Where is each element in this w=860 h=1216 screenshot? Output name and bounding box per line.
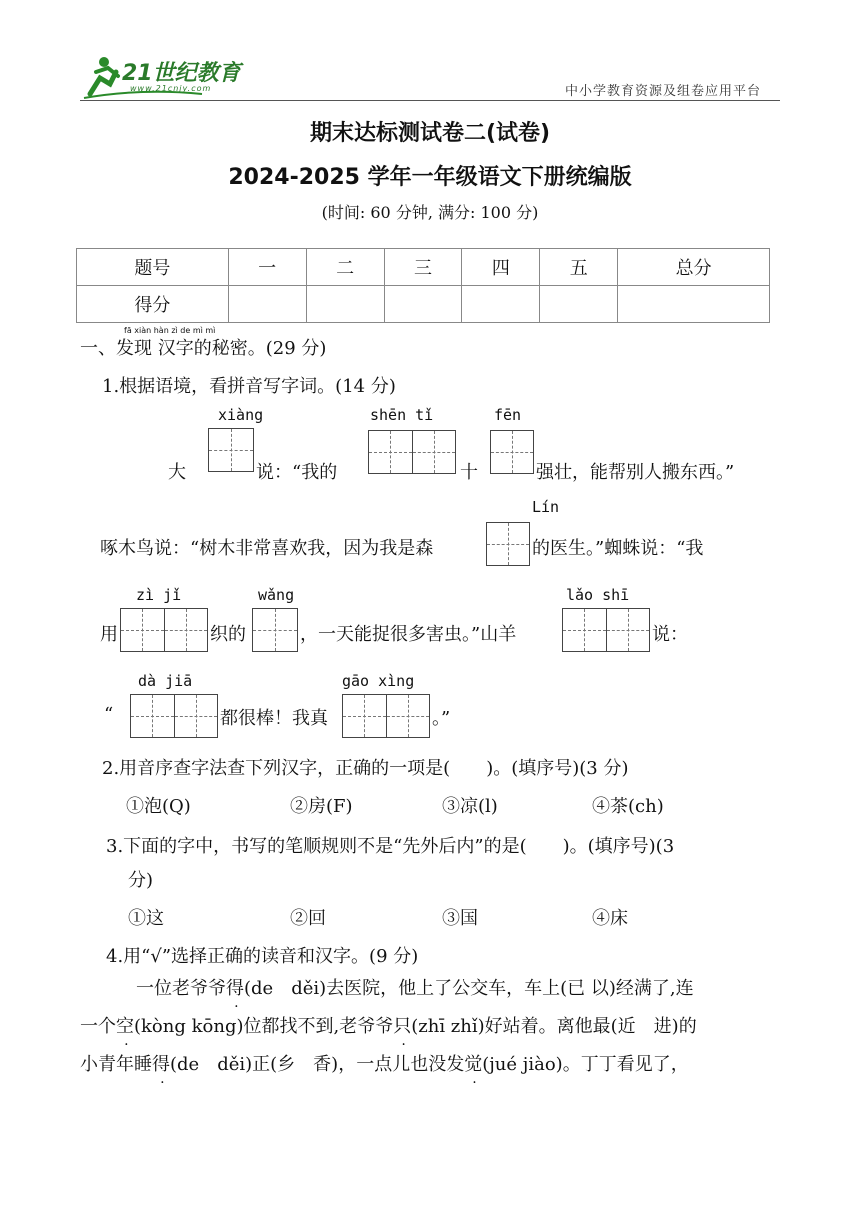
text-segment: 啄木鸟说：“树木非常喜欢我，因为我是森 xyxy=(100,538,434,559)
section-title: 一、发现 汉字的秘密。(29 分) xyxy=(80,338,327,359)
text-segment: ，一天能捉很多害虫。”山羊 xyxy=(300,624,517,645)
text-segment: 强壮，能帮别人搬东西。” xyxy=(536,462,735,483)
dotted-char: 得 xyxy=(226,978,244,999)
pinyin-label: xiàng xyxy=(218,406,264,424)
pinyin-label: fēn xyxy=(494,406,522,424)
table-cell: 题号 xyxy=(77,249,229,286)
option-item: ①泡(Q) xyxy=(126,796,191,817)
text-segment: (de děi)正(乡 香)，一点儿也没发 xyxy=(170,1054,465,1075)
passage-line xyxy=(80,1050,689,1076)
writing-grid[interactable] xyxy=(208,428,254,472)
writing-grid[interactable] xyxy=(130,694,218,738)
option-item: ④茶(ch) xyxy=(592,796,664,817)
logo-text: 21世纪教育 xyxy=(122,61,241,86)
text-segment: 一位老爷爷 xyxy=(136,978,226,999)
score-cell[interactable] xyxy=(306,286,384,323)
table-cell: 得分 xyxy=(77,286,229,323)
text-segment: 织的 xyxy=(210,624,246,645)
dotted-char: 觉 xyxy=(464,1054,483,1075)
text-segment: 的医生。”蜘蛛说：“我 xyxy=(532,538,704,559)
exam-info: (时间: 60 分钟, 满分: 100 分) xyxy=(321,203,539,222)
table-cell: 四 xyxy=(462,249,540,286)
text-segment: “ xyxy=(104,704,114,725)
score-table xyxy=(76,248,770,323)
text-segment: 说： xyxy=(652,624,688,645)
option-item: ④床 xyxy=(592,908,628,929)
text-segment: 用 xyxy=(100,624,118,645)
pinyin-label: wǎng xyxy=(258,586,295,604)
score-cell[interactable] xyxy=(462,286,540,323)
writing-grid[interactable] xyxy=(252,608,298,652)
pinyin-label: gāo xìng xyxy=(342,672,415,690)
option-item: ①这 xyxy=(128,908,164,929)
writing-grid[interactable] xyxy=(368,430,456,474)
section-pinyin: fā xiàn hàn zì de mì mì xyxy=(124,326,216,335)
score-cell[interactable] xyxy=(540,286,618,323)
table-cell: 一 xyxy=(228,249,306,286)
text-segment: (kòng kōng)位都找不到,老爷爷 xyxy=(134,1016,394,1037)
platform-name: 中小学教育资源及组卷应用平台 xyxy=(565,84,762,99)
table-row xyxy=(77,249,770,286)
table-cell: 三 xyxy=(384,249,462,286)
writing-grid[interactable] xyxy=(342,694,430,738)
table-cell: 二 xyxy=(306,249,384,286)
option-item: ③国 xyxy=(442,908,478,929)
dotted-char: 空 xyxy=(116,1016,134,1037)
text-segment: 都很棒！我真 xyxy=(220,708,328,729)
text-segment: 小青年睡 xyxy=(80,1054,152,1075)
score-cell[interactable] xyxy=(618,286,770,323)
table-cell: 五 xyxy=(540,249,618,286)
score-cell[interactable] xyxy=(228,286,306,323)
dotted-char: 只 xyxy=(393,1016,412,1037)
text-segment: (jué jiào)。丁丁看见了， xyxy=(482,1054,689,1075)
question-title-cont: 分) xyxy=(128,870,154,891)
passage-line xyxy=(80,1012,697,1038)
pinyin-label: dà jiā xyxy=(138,672,193,690)
text-segment: (zhī zhǐ)好站着。离他最(近 进)的 xyxy=(411,1016,697,1037)
writing-grid[interactable] xyxy=(562,608,650,652)
text-segment: (de děi)去医院，他上了公交车，车上(已 以)经满了,连 xyxy=(244,978,694,999)
text-segment: 一个 xyxy=(80,1016,116,1037)
pinyin-label: Lín xyxy=(532,498,560,516)
logo-url: www.21cnjy.com xyxy=(130,84,212,93)
header-divider xyxy=(80,100,780,101)
question-title: 2.用音序查字法查下列汉字，正确的一项是( )。(填序号)(3 分) xyxy=(102,758,629,779)
dotted-char: 得 xyxy=(152,1054,170,1075)
option-item: ②房(F) xyxy=(290,796,353,817)
question-title: 1.根据语境，看拼音写字词。(14 分) xyxy=(102,376,396,397)
writing-grid[interactable] xyxy=(490,430,534,474)
pinyin-label: shēn tǐ xyxy=(370,406,434,424)
text-segment: 大 xyxy=(168,462,186,483)
page-title: 期末达标测试卷二(试卷) xyxy=(309,121,551,146)
table-row xyxy=(77,286,770,323)
passage-line xyxy=(136,974,694,1000)
option-item: ③凉(l) xyxy=(442,796,498,817)
question-title: 4.用“√”选择正确的读音和汉字。(9 分) xyxy=(106,946,419,967)
pinyin-label: zì jǐ xyxy=(136,586,182,604)
writing-grid[interactable] xyxy=(120,608,208,652)
score-cell[interactable] xyxy=(384,286,462,323)
table-cell: 总分 xyxy=(618,249,770,286)
page-subtitle: 2024-2025 学年一年级语文下册统编版 xyxy=(228,165,632,190)
text-segment: 。” xyxy=(432,708,451,729)
writing-grid[interactable] xyxy=(486,522,530,566)
pinyin-label: lǎo shī xyxy=(566,586,630,604)
text-segment: 十 xyxy=(460,462,478,483)
text-segment: 说：“我的 xyxy=(256,462,338,483)
question-title: 3.下面的字中，书写的笔顺规则不是“先外后内”的是( )。(填序号)(3 xyxy=(106,836,675,857)
option-item: ②回 xyxy=(290,908,326,929)
